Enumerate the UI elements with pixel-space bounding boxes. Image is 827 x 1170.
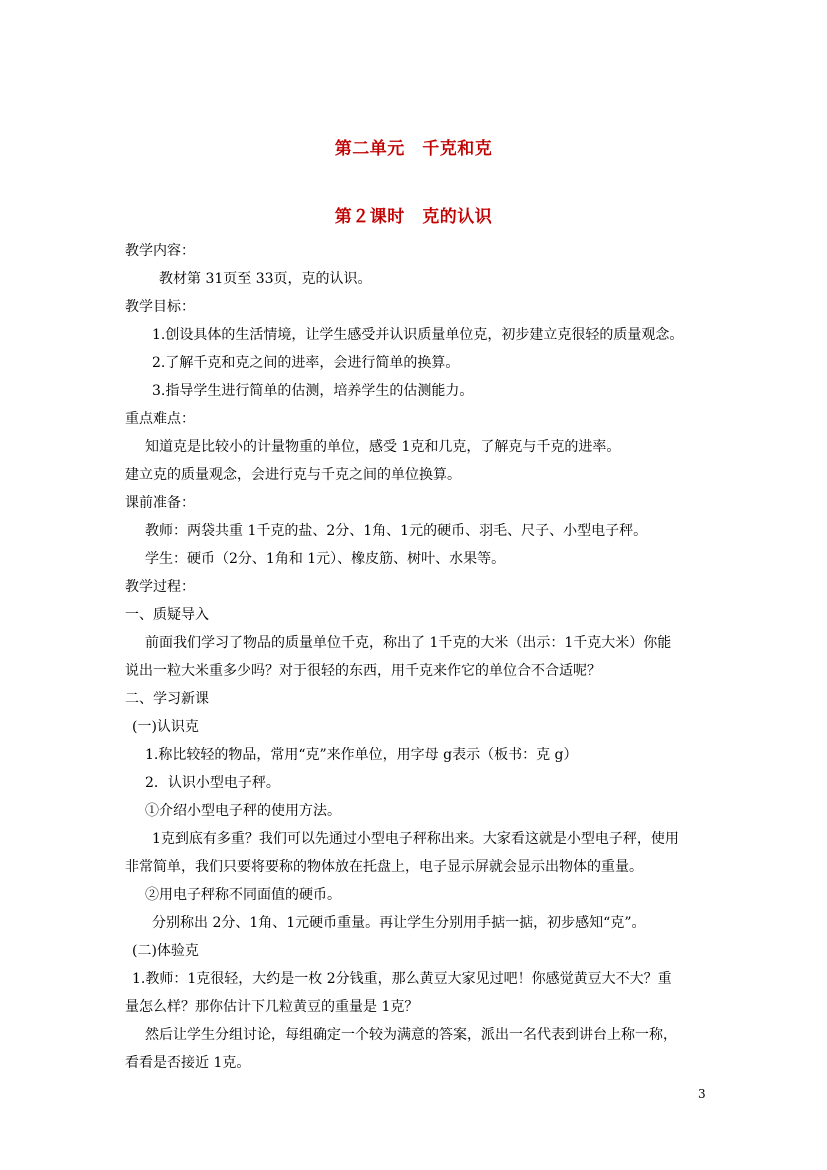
text-line: 2.了解千克和克之间的进率，会进行简单的换算。 xyxy=(152,355,460,371)
text-line: 看看是否接近 1克。 xyxy=(125,1055,251,1071)
text-line: 知道克是比较小的计量物重的单位，感受 1克和几克，了解克与千克的进率。 xyxy=(145,439,621,455)
text-line: 前面我们学习了物品的质量单位千克，称出了 1千克的大米（出示：1千克大米）你能 xyxy=(145,635,672,651)
text-line: 教师：两袋共重 1千克的盐、2分、1角、1元的硬币、羽毛、尺子、小型电子秤。 xyxy=(145,523,648,539)
text-line: 1.创设具体的生活情境，让学生感受并认识质量单位克，初步建立克很轻的质量观念。 xyxy=(152,327,684,343)
text-line: 量怎么样？那你估计下几粒黄豆的重量是 1克？ xyxy=(125,999,419,1015)
text-line: 教学内容： xyxy=(125,243,195,259)
text-line: 教学过程： xyxy=(125,579,195,595)
text-line: 课前准备： xyxy=(125,495,195,511)
text-line: (二)体验克 xyxy=(132,943,199,959)
text-line: 学生：硬币（2分、1角和 1元）、橡皮筋、树叶、水果等。 xyxy=(145,551,506,567)
text-line: ①介绍小型电子秤的使用方法。 xyxy=(145,803,341,819)
text-line: 非常简单，我们只要将要称的物体放在托盘上，电子显示屏就会显示出物体的重量。 xyxy=(125,859,643,875)
text-line: 1克到底有多重？我们可以先通过小型电子秤称出来。大家看这就是小型电子秤，使用 xyxy=(152,831,679,847)
text-line: 1.教师：1克很轻，大约是一枚 2分钱重，那么黄豆大家见过吧！你感觉黄豆大不大？重 xyxy=(132,971,672,987)
text-line: ②用电子秤称不同面值的硬币。 xyxy=(145,887,341,903)
lesson-title: 第２课时 克的认识 xyxy=(334,207,493,227)
text-line: (一)认识克 xyxy=(132,719,199,735)
text-line: 分别称出 2分、1角、1元硬币重量。再让学生分别用手掂一掂，初步感知“克”。 xyxy=(152,915,646,931)
text-line: 教材第 31页至 33页，克的认识。 xyxy=(159,271,372,287)
text-line: 二、学习新课 xyxy=(125,691,209,707)
page-number: 3 xyxy=(698,1087,706,1101)
text-line: 3.指导学生进行简单的估测，培养学生的估测能力。 xyxy=(152,383,474,399)
text-line: 建立克的质量观念，会进行克与千克之间的单位换算。 xyxy=(125,467,461,483)
text-line: 说出一粒大米重多少吗？对于很轻的东西，用千克来作它的单位合不合适呢？ xyxy=(125,663,601,679)
text-line: 重点难点： xyxy=(125,411,195,427)
text-line: 然后让学生分组讨论，每组确定一个较为满意的答案，派出一名代表到讲台上称一称， xyxy=(145,1027,677,1043)
text-line: 一、质疑导入 xyxy=(125,607,209,623)
text-line: 教学目标： xyxy=(125,299,195,315)
text-line: 2．认识小型电子秤。 xyxy=(145,775,280,791)
unit-title: 第二单元 千克和克 xyxy=(334,139,493,159)
text-line: 1.称比较轻的物品，常用“克”来作单位，用字母 g表示（板书：克 g） xyxy=(145,747,578,763)
